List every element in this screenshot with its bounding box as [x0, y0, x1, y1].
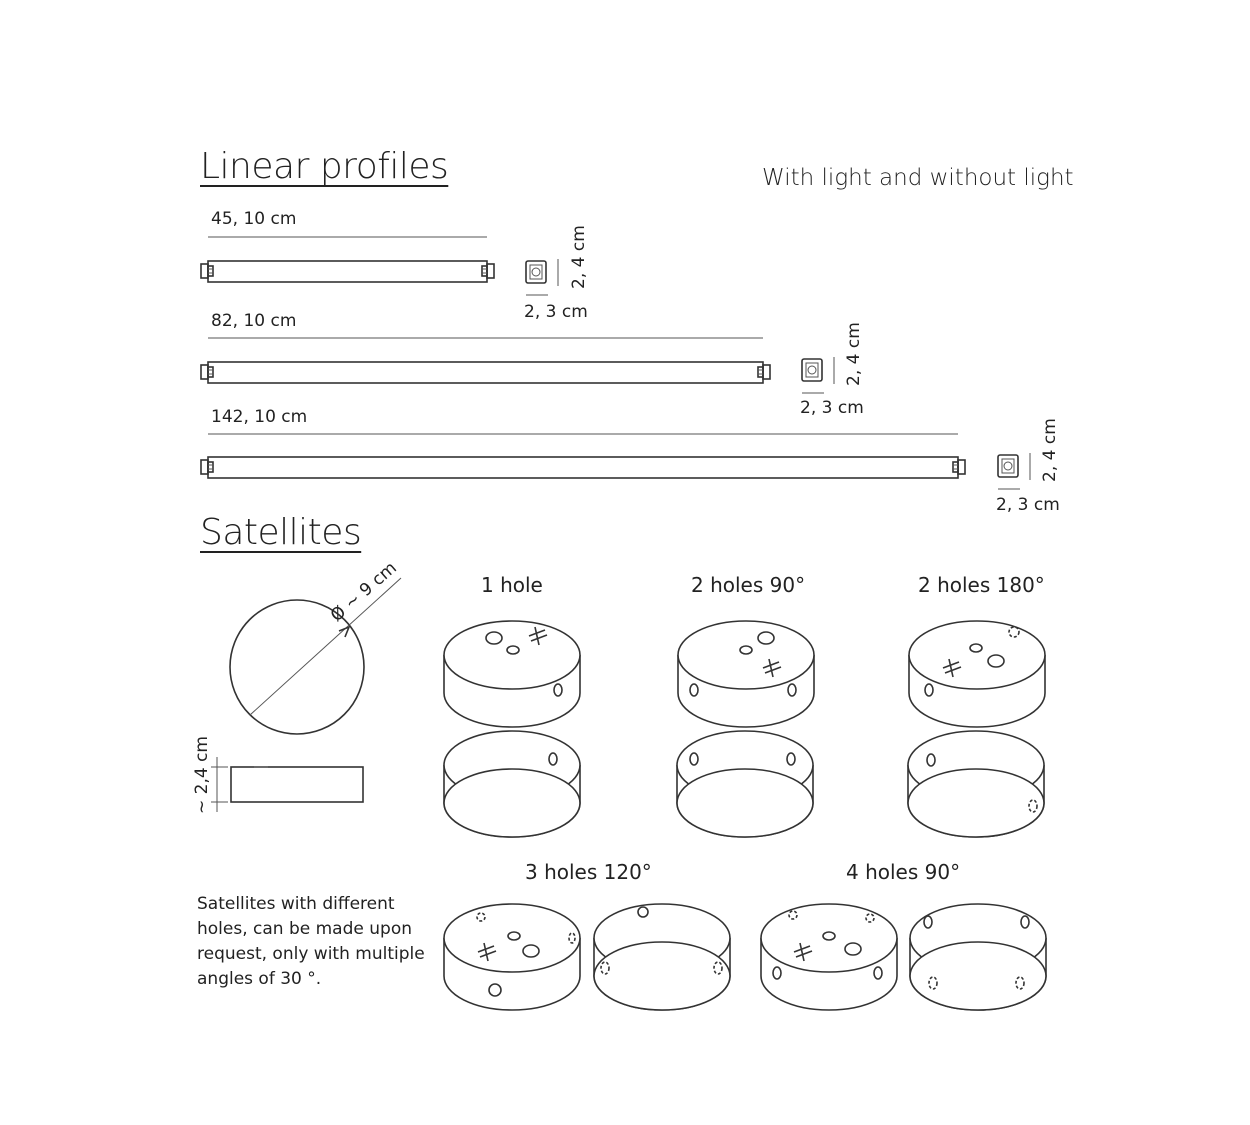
profile-bar: [208, 457, 958, 478]
profile-1-width: 2, 3 cm: [524, 302, 588, 322]
linear-profiles-subtitle: With light and without light: [762, 165, 1074, 191]
satellite-2-holes-90: [677, 621, 814, 837]
profile-3: [201, 434, 1030, 489]
profile-1: [201, 237, 558, 295]
satellite-height-label: ~ 2,4 cm: [192, 736, 212, 814]
variant-4-holes-90-label: 4 holes 90°: [846, 860, 961, 884]
section-icon: [526, 261, 546, 283]
satellite-2-holes-180: [908, 621, 1045, 837]
satellite-3-holes-120: [444, 904, 730, 1010]
variant-1-hole-label: 1 hole: [481, 573, 543, 597]
profile-bar: [208, 362, 763, 383]
profile-bar: [208, 261, 487, 282]
profile-2-width: 2, 3 cm: [800, 398, 864, 418]
profile-3-width: 2, 3 cm: [996, 495, 1060, 515]
satellite-4-holes-90: [761, 904, 1046, 1010]
satellite-diameter-label: Ø ~ 9 cm: [326, 558, 401, 626]
satellite-diameter-drawing: [230, 578, 401, 734]
satellite-1-hole: [444, 621, 580, 837]
profile-2: [201, 338, 834, 393]
variant-3-holes-120-label: 3 holes 120°: [525, 860, 652, 884]
linear-profiles-title: Linear profiles: [200, 146, 449, 187]
profile-3-length: 142, 10 cm: [211, 407, 308, 427]
variant-2-holes-90-label: 2 holes 90°: [691, 573, 806, 597]
profile-1-height: 2, 4 cm: [569, 225, 589, 289]
section-icon: [802, 359, 822, 381]
section-icon: [998, 455, 1018, 477]
profile-3-height: 2, 4 cm: [1040, 418, 1060, 482]
satellites-title: Satellites: [200, 512, 362, 553]
profile-1-length: 45, 10 cm: [211, 209, 297, 229]
variant-2-holes-180-label: 2 holes 180°: [918, 573, 1045, 597]
profile-2-height: 2, 4 cm: [844, 322, 864, 386]
satellites-note: Satellites with different holes, can be made upon request, only with multiple angles of 30 °.: [197, 894, 425, 989]
profile-2-length: 82, 10 cm: [211, 311, 297, 331]
satellite-side-view: [211, 757, 363, 812]
